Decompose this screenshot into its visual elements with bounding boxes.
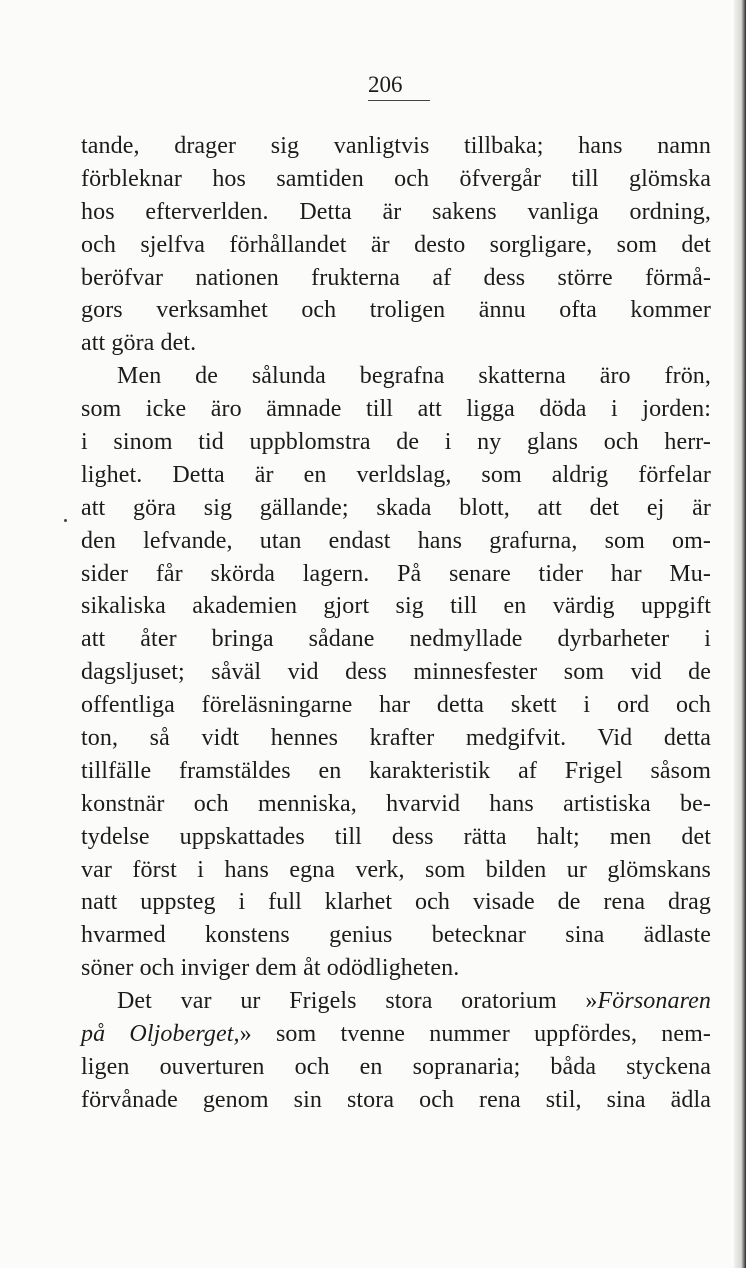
text-line: som icke äro ämnade till att ligga döda i jorden: bbox=[81, 396, 711, 423]
italic-title: Försonaren bbox=[597, 988, 711, 1015]
text-line: natt uppsteg i full klarhet och visade de rena drag bbox=[81, 889, 711, 916]
text-line: sider får skörda lagern. På senare tider har Mu- bbox=[81, 560, 711, 587]
text-line: söner och inviger dem åt odödligheten. bbox=[81, 955, 460, 982]
text-line: att göra sig gällande; skada blott, att det ej är bbox=[81, 494, 711, 521]
text-line: i sinom tid uppblomstra de i ny glans och herr- bbox=[81, 429, 711, 456]
text-span: » som tvenne nummer uppfördes, nem- bbox=[239, 1021, 711, 1048]
text-line: ligen ouverturen och en sopranaria; båda styckena bbox=[81, 1053, 711, 1080]
text-line: offentliga föreläsningarne har detta skett i ord och bbox=[81, 692, 711, 719]
text-line: hvarmed konstens genius betecknar sina ädlaste bbox=[81, 922, 711, 949]
text-line: lighet. Detta är en verldslag, som aldrig förfelar bbox=[81, 461, 711, 488]
text-line: tande, drager sig vanligtvis tillbaka; hans namn bbox=[81, 133, 711, 159]
text-line: förvånade genom sin stora och rena stil, sina ädla bbox=[81, 1086, 711, 1113]
text-line: sikaliska akademien gjort sig till en värdig uppgift bbox=[81, 593, 711, 620]
text-span: Det var ur Frigels stora oratorium » bbox=[117, 988, 598, 1015]
text-line: den lefvande, utan endast hans grafurna, som om- bbox=[81, 527, 711, 554]
text-line bbox=[81, 985, 711, 1018]
text-line: dagsljuset; såväl vid dess minnesfester som vid de bbox=[81, 659, 711, 686]
text-line: var först i hans egna verk, som bilden ur glömskans bbox=[81, 856, 711, 883]
page-number: 206 bbox=[368, 70, 430, 101]
text-line bbox=[81, 1018, 711, 1051]
text-line: förbleknar hos samtiden och öfvergår till glömska bbox=[81, 165, 711, 192]
text-line: Men de sålunda begrafna skatterna äro frön, bbox=[117, 363, 711, 390]
text-line: att åter bringa sådane nedmyllade dyrbarheter i bbox=[81, 626, 711, 653]
text-line: konstnär och menniska, hvarvid hans artistiska be- bbox=[81, 790, 711, 817]
text-line: gors verksamhet och troligen ännu ofta kommer bbox=[81, 297, 711, 324]
italic-title: på Oljoberget, bbox=[81, 1021, 240, 1048]
text-line: tydelse uppskattades till dess rätta halt; men det bbox=[81, 823, 711, 850]
text-line: beröfvar nationen frukterna af dess större förmå- bbox=[81, 264, 711, 291]
text-line: att göra det. bbox=[81, 330, 197, 357]
text-line: och sjelfva förhållandet är desto sorgligare, som det bbox=[81, 231, 711, 258]
text-line: hos efterverlden. Detta är sakens vanliga ordning, bbox=[81, 198, 711, 225]
body-text bbox=[81, 130, 711, 1117]
page-edge bbox=[734, 0, 746, 1268]
text-line: tillfälle framstäldes en karakteristik af Frigel såsom bbox=[81, 757, 711, 784]
margin-mark bbox=[64, 519, 67, 522]
text-line: ton, så vidt hennes krafter medgifvit. Vid detta bbox=[81, 725, 711, 752]
